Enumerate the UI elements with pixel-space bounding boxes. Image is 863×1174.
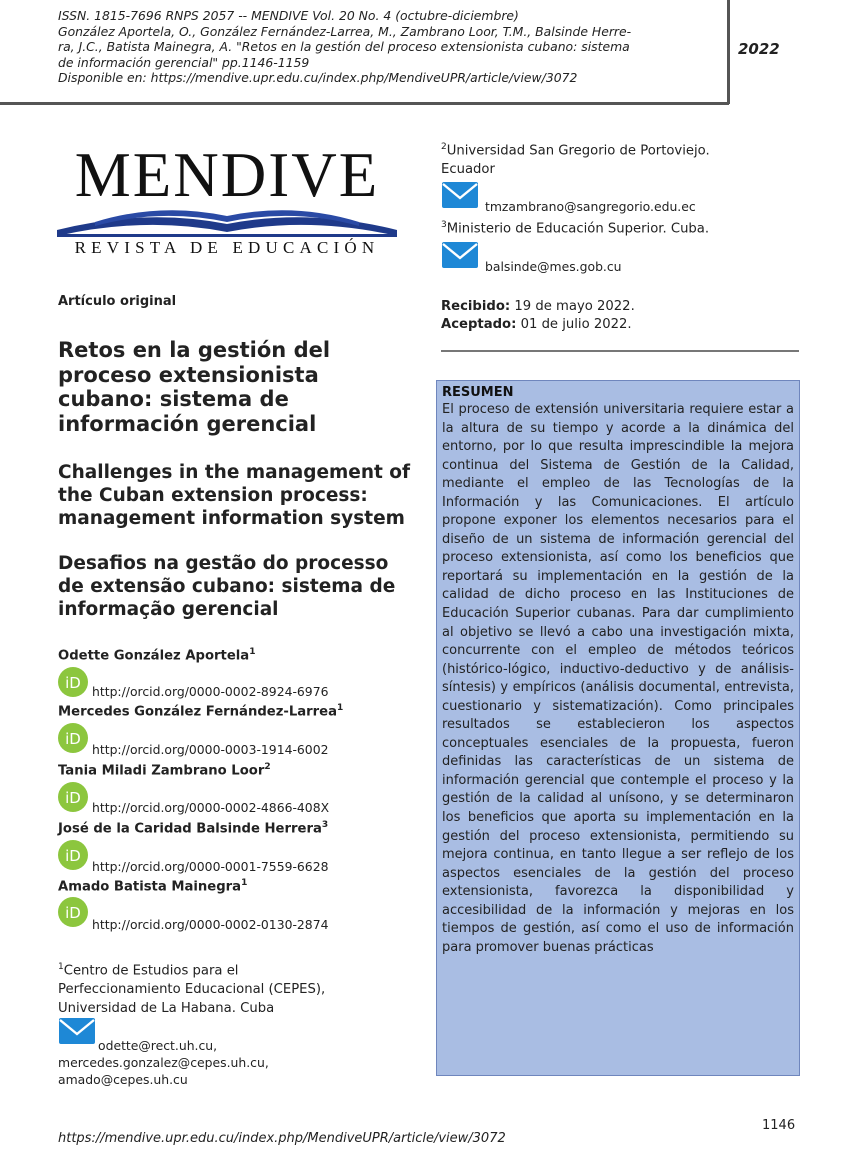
affiliation-1: $^1$Centro de Estudios para el Perfeccionamiento Educacional (CEPES), Universidad de La Habana. Cuba bbox=[58, 962, 326, 1017]
author-name: Odette González Aportela$^1$ bbox=[58, 647, 256, 664]
orcid-icon[interactable] bbox=[58, 667, 88, 697]
orcid-icon[interactable] bbox=[58, 840, 88, 870]
svg-text:iD: iD bbox=[65, 789, 81, 807]
logo-title: MENDIVE bbox=[74, 140, 380, 210]
article-type: Artículo original bbox=[58, 294, 177, 309]
orcid-link[interactable]: http://orcid.org/0000-0002-0130-2874 bbox=[92, 917, 329, 932]
header-horizontal-rule bbox=[0, 102, 729, 105]
header-year: 2022 bbox=[738, 40, 780, 58]
email-icon bbox=[441, 240, 479, 270]
orcid-link[interactable]: http://orcid.org/0000-0001-7559-6628 bbox=[92, 859, 329, 874]
orcid-link[interactable]: http://orcid.org/0000-0002-8924-6976 bbox=[92, 684, 329, 699]
affiliation-3: $^3$Ministerio de Educación Superior. Cuba. bbox=[441, 220, 710, 237]
author-name: José de la Caridad Balsinde Herrera$^3$ bbox=[58, 820, 329, 837]
orcid-link[interactable]: http://orcid.org/0000-0002-4866-408X bbox=[92, 800, 330, 815]
author-name: Tania Miladi Zambrano Loor$^2$ bbox=[58, 762, 271, 779]
svg-text:iD: iD bbox=[65, 847, 81, 865]
email-icon bbox=[441, 180, 479, 210]
title-portuguese: Desafios na gestão do processo de extensão cubano: sistema de informação gerencial bbox=[58, 553, 396, 620]
email-link[interactable]: mercedes.gonzalez@cepes.uh.cu, bbox=[58, 1055, 269, 1070]
submission-dates: Recibido: 19 de mayo 2022. Aceptado: 01 de julio 2022. bbox=[441, 299, 635, 332]
orcid-icon[interactable] bbox=[58, 897, 88, 927]
footer-url[interactable]: https://mendive.upr.edu.cu/index.php/MendiveUPR/article/view/3072 bbox=[58, 1131, 506, 1146]
abstract-body: El proceso de extensión universitaria requiere estar a la altura de su tiempo y acorde a la dinámica del entorno, por lo que resulta imprescindible la mejora continua del Sistema de Gestión de la Calidad, mediante el empleo de las Tecnologías de la Información y las Comunicaciones. El artículo propone exponer los elementos necesarios para el diseño de un sistema de información gerencial del proceso extensionista, así como los beneficios que reportará su implementación en la gestión de la calidad de dicho proceso en las Instituciones de Educación Superior cubanas. Para dar cumplimiento al objetivo se llevó a cabo una investigación mixta, concurrente con el empleo de métodos teóricos (histórico-lógico, inductivo-deductivo y de análisis-síntesis) y empíricos (análisis documental, entrevista, cuestionario y sistematización). Como principales resultados se establecieron los aspectos conceptuales esenciales de la propuesta, fueron definidas las características de un sistema de información gerencial que contemple el proceso y la gestión de la calidad al unísono, y se determinaron los beneficios que aporta su implementación en la gestión del proceso extensionista, permitiendo su mejora continua, en tanto llegue a ser reflejo de los aspectos esenciales de la gestión del proceso extensionista, favorezca la disponibilidad y accesibilidad de la información y mejoras en los tiempos de gestión, así como el uso de información para promover buenas prácticas bbox=[442, 402, 794, 955]
title-english: Challenges in the management of the Cuban extension process: management information system bbox=[58, 462, 411, 529]
affiliation-1-emails bbox=[58, 1037, 378, 1088]
svg-text:iD: iD bbox=[65, 674, 81, 692]
svg-text:iD: iD bbox=[65, 730, 81, 748]
author-name: Amado Batista Mainegra$^1$ bbox=[58, 878, 248, 895]
dates-divider bbox=[441, 350, 799, 352]
abstract-box bbox=[436, 380, 800, 1076]
svg-text:iD: iD bbox=[65, 904, 81, 922]
author-name: Mercedes González Fernández-Larrea$^1$ bbox=[58, 703, 344, 720]
affiliation-2: $^2$Universidad San Gregorio de Portoviejo. Ecuador bbox=[441, 142, 710, 178]
logo-subtitle: REVISTA DE EDUCACIÓN bbox=[74, 238, 380, 257]
orcid-icon[interactable] bbox=[58, 782, 88, 812]
abstract-title: RESUMEN bbox=[442, 385, 514, 400]
orcid-link[interactable]: http://orcid.org/0000-0003-1914-6002 bbox=[92, 742, 329, 757]
email-link[interactable]: amado@cepes.uh.cu bbox=[58, 1072, 188, 1087]
email-link[interactable]: tmzambrano@sangregorio.edu.ec bbox=[485, 199, 696, 214]
title-spanish: Retos en la gestión del proceso extensionista cubano: sistema de información gerencial bbox=[58, 338, 331, 436]
page-number: 1146 bbox=[762, 1118, 796, 1133]
email-link[interactable]: odette@rect.uh.cu, bbox=[98, 1038, 218, 1053]
email-link[interactable]: balsinde@mes.gob.cu bbox=[485, 259, 622, 274]
citation-header: ISSN. 1815-7696 RNPS 2057 -- MENDIVE Vol. 20 No. 4 (octubre-diciembre) González Aportela, O., González Fernández-Larrea, M., Zambrano Loor, T.M., Balsinde Herre- ra, J.C., Batista Mainegra, A. "Retos en la gestión del proceso extensionista cubano: sistema de información gerencial" pp.1146-1159 Disponible en: https://mendive.upr.edu.cu/index.php/MendiveUPR/article/view/3072 bbox=[58, 8, 632, 86]
journal-logo bbox=[55, 138, 399, 270]
orcid-icon[interactable] bbox=[58, 723, 88, 753]
open-book-icon bbox=[55, 198, 399, 238]
header-vertical-rule bbox=[727, 0, 730, 104]
